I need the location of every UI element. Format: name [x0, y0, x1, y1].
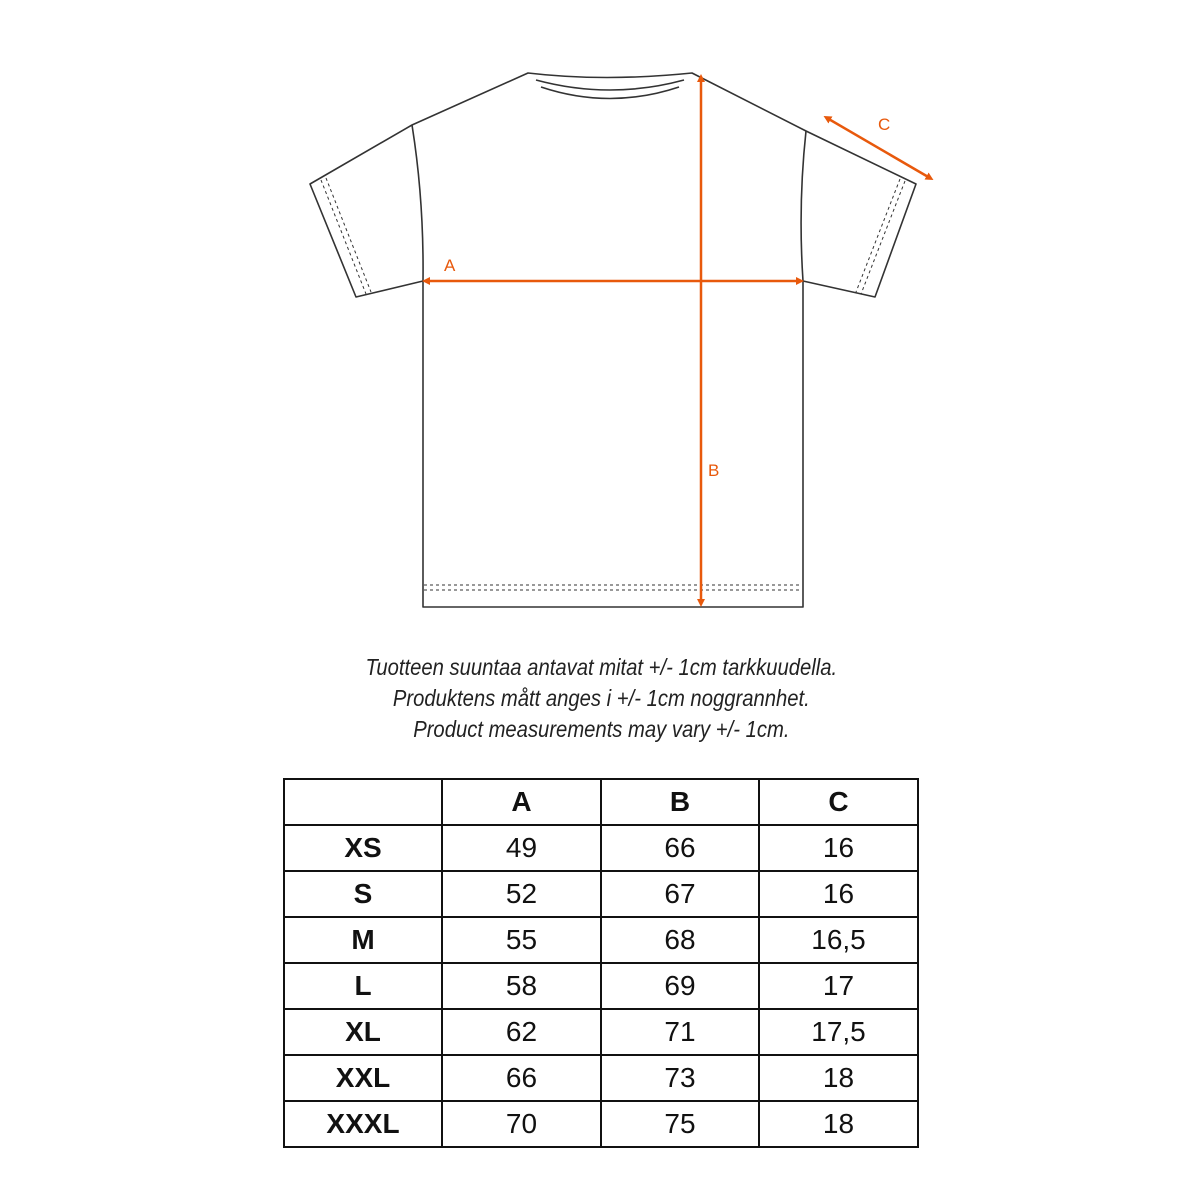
label-a: A: [444, 256, 456, 275]
measurement-value: 16: [759, 825, 918, 871]
table-row: [284, 917, 918, 963]
measurement-notes: [73, 652, 1129, 745]
table-header-row: [284, 779, 918, 825]
size-label: XXL: [284, 1055, 442, 1101]
measurement-value: 18: [759, 1101, 918, 1147]
measurement-value: 58: [442, 963, 601, 1009]
header-size: [284, 779, 442, 825]
label-b: B: [708, 461, 720, 480]
label-c: C: [878, 115, 891, 134]
size-label: XS: [284, 825, 442, 871]
table-body: [284, 825, 918, 1147]
note-finnish: Tuotteen suuntaa antavat mitat +/- 1cm tarkkuudella.: [365, 654, 838, 680]
measurement-value: 71: [601, 1009, 759, 1055]
tshirt-outline: [310, 73, 916, 607]
note-english: Product measurements may vary +/- 1cm.: [413, 716, 790, 742]
size-table: [283, 778, 919, 1148]
measurement-value: 73: [601, 1055, 759, 1101]
measurement-value: 16,5: [759, 917, 918, 963]
measurement-value: 17,5: [759, 1009, 918, 1055]
size-label: XXXL: [284, 1101, 442, 1147]
note-swedish: Produktens mått anges i +/- 1cm noggrannhet.: [392, 685, 810, 711]
size-label: L: [284, 963, 442, 1009]
table-row: [284, 825, 918, 871]
measurement-value: 66: [601, 825, 759, 871]
measurement-value: 52: [442, 871, 601, 917]
measurement-value: 62: [442, 1009, 601, 1055]
header-b: B: [601, 779, 759, 825]
table-row: [284, 1055, 918, 1101]
size-label: S: [284, 871, 442, 917]
header-a: A: [442, 779, 601, 825]
measurement-value: 17: [759, 963, 918, 1009]
measurement-arrows: [426, 78, 930, 603]
measurement-value: 69: [601, 963, 759, 1009]
measurement-value: 70: [442, 1101, 601, 1147]
measurement-value: 16: [759, 871, 918, 917]
header-c: C: [759, 779, 918, 825]
measurement-value: 68: [601, 917, 759, 963]
table-row: [284, 1009, 918, 1055]
measurement-value: 66: [442, 1055, 601, 1101]
measurement-value: 18: [759, 1055, 918, 1101]
measurement-value: 49: [442, 825, 601, 871]
measurement-value: 55: [442, 917, 601, 963]
measurement-value: 67: [601, 871, 759, 917]
table-row: [284, 963, 918, 1009]
table-row: [284, 1101, 918, 1147]
size-label: M: [284, 917, 442, 963]
table-row: [284, 871, 918, 917]
size-label: XL: [284, 1009, 442, 1055]
measurement-value: 75: [601, 1101, 759, 1147]
